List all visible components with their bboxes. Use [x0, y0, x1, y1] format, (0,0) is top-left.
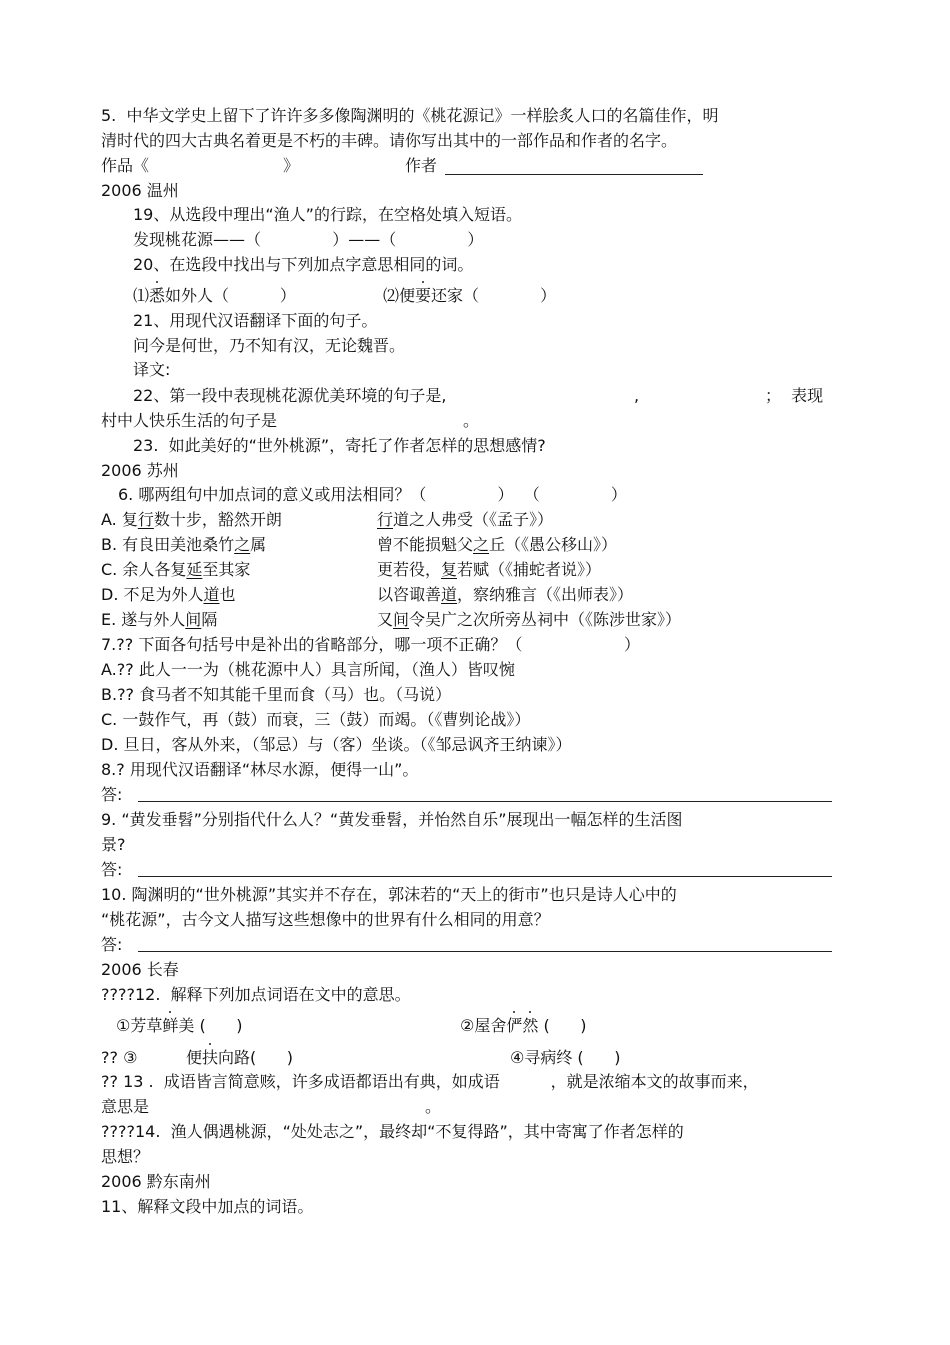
q7-option-a: A.?? 此人一一为（桃花源中人）具言所闻，（渔人）皆叹惋: [101, 660, 515, 679]
q22-semicolon: ； 表现: [765, 386, 824, 405]
q6-option-a-left: A. 复行数十步，豁然开朗: [101, 510, 282, 529]
q6-option-e-right: 又间令吴广之次所旁丛祠中（《陈涉世家》）: [377, 610, 682, 629]
q20-text: 20、在选段中找出与下列加点字意思相同的词。: [133, 255, 474, 274]
q10-line1: 10. 陶渊明的“世外桃源”其实并不存在，郭沫若的“天上的街市”也只是诗人心中的: [101, 885, 677, 904]
q12-text: ????12. 解释下列加点词语在文中的意思。: [101, 985, 411, 1004]
q21-translation-label: 译文:: [133, 360, 171, 379]
q9-line2: 景?: [101, 835, 126, 854]
q12-item-3: 便扶向路( ): [186, 1048, 294, 1067]
q10-answer-line[interactable]: [138, 951, 832, 952]
q7-option-c: C. 一鼓作气，再（鼓）而衰，三（鼓）而竭。（《曹刿论战》）: [101, 710, 531, 729]
q22-comma: ,: [634, 386, 640, 405]
q7-option-b: B.?? 食马者不知其能千里而食（马）也。（马说）: [101, 685, 452, 704]
q12-item-2: ②屋舍俨然 ( ): [460, 1016, 587, 1035]
q6-text: 6. 哪两组句中加点词的意义或用法相同？（ ） （ ）: [118, 485, 627, 504]
q14-line2: 思想？: [101, 1147, 150, 1166]
q5-work-open: 作品《: [101, 156, 150, 175]
q6-option-c-left: C. 余人各复延至其家: [101, 560, 251, 579]
q8-answer-label: 答:: [101, 785, 123, 804]
q13-line1: ?? 13 . 成语皆言简意赅，许多成语都语出有典，如成语 ，就是浓缩本文的故事而来，: [101, 1072, 759, 1091]
section-header-changchun: 2006 长春: [101, 960, 179, 979]
q21-sentence: 问今是何世，乃不知有汉，无论魏晋。: [133, 336, 406, 355]
q6-option-b-left: B. 有良田美池桑竹之属: [101, 535, 267, 554]
q22-line1: 22、第一段中表现桃花源优美环境的句子是,: [133, 386, 447, 405]
q7-option-d: D. 旦日，客从外来，（邹忌）与（客）坐谈。（《邹忌讽齐王纳谏》）: [101, 735, 572, 754]
q5-line1: 5. 中华文学史上留下了许许多多像陶渊明的《桃花源记》一样脍炙人口的名篇佳作，明: [101, 106, 719, 125]
q19-fill: 发现桃花源——（ ）——（ ）: [133, 230, 484, 249]
q8-text: 8.? 用现代汉语翻译“林尽水源，便得一山”。: [101, 760, 419, 779]
q6-option-d-right: 以咨诹善道，察纳雅言（《出师表》）: [377, 585, 634, 604]
q5-author-label: 作者: [405, 156, 438, 175]
q21-text: 21、用现代汉语翻译下面的句子。: [133, 311, 378, 330]
q9-line1: 9. “黄发垂髫”分别指代什么人？“黄发垂髫，并怡然自乐”展现出一幅怎样的生活图: [101, 810, 683, 829]
q14-line1: ????14. 渔人偶遇桃源，“处处志之”，最终却“不复得路”，其中寄寓了作者怎样的: [101, 1122, 684, 1141]
q20-item-a: ⑴悉如外人（ ）: [133, 286, 296, 305]
q10-line2: “桃花源”，古今文人描写这些想像中的世界有什么相同的用意？: [101, 910, 550, 929]
q5-author-blank[interactable]: [445, 174, 703, 175]
q6-option-c-right: 更若役，复若赋（《捕蛇者说》）: [377, 560, 602, 579]
q19-text: 19、从选段中理出“渔人”的行踪，在空格处填入短语。: [133, 205, 522, 224]
q22-line2: 村中人快乐生活的句子是: [101, 411, 278, 430]
q5-work-close: 》: [283, 156, 300, 175]
section-header-qiandongnan: 2006 黔东南州: [101, 1172, 211, 1191]
q7-text: 7.?? 下面各句括号中是补出的省略部分，哪一项不正确？（ ）: [101, 635, 641, 654]
q8-answer-line[interactable]: [138, 801, 832, 802]
q9-answer-line[interactable]: [138, 876, 832, 877]
q9-answer-label: 答:: [101, 860, 123, 879]
q6-option-d-left: D. 不足为外人道也: [101, 585, 236, 604]
q11-text: 11、解释文段中加点的词语。: [101, 1197, 314, 1216]
q13-end: 。: [425, 1097, 442, 1116]
q5-line2: 清时代的四大古典名着更是不朽的丰碑。请你写出其中的一部作品和作者的名字。: [101, 131, 678, 150]
q23-text: 23. 如此美好的“世外桃源”，寄托了作者怎样的思想感情?: [133, 436, 546, 455]
q6-option-b-right: 曾不能损魁父之丘（《愚公移山》）: [377, 535, 618, 554]
q12-item-1: ①芳草鲜美 ( ): [116, 1016, 243, 1035]
section-header-suzhou: 2006 苏州: [101, 461, 179, 480]
q13-line2: 意思是: [101, 1097, 150, 1116]
q22-end: 。: [463, 411, 480, 430]
q12-item-3-number: ?? ③: [101, 1048, 138, 1067]
q6-option-a-right: 行道之人弗受（《孟子》）: [377, 510, 554, 529]
q20-item-b: ⑵便要还家（ ）: [383, 286, 557, 305]
q6-option-e-left: E. 遂与外人间隔: [101, 610, 218, 629]
section-header-wenzhou: 2006 温州: [101, 181, 179, 200]
q12-item-4: ④寻病终 ( ): [510, 1048, 621, 1067]
q10-answer-label: 答:: [101, 935, 123, 954]
